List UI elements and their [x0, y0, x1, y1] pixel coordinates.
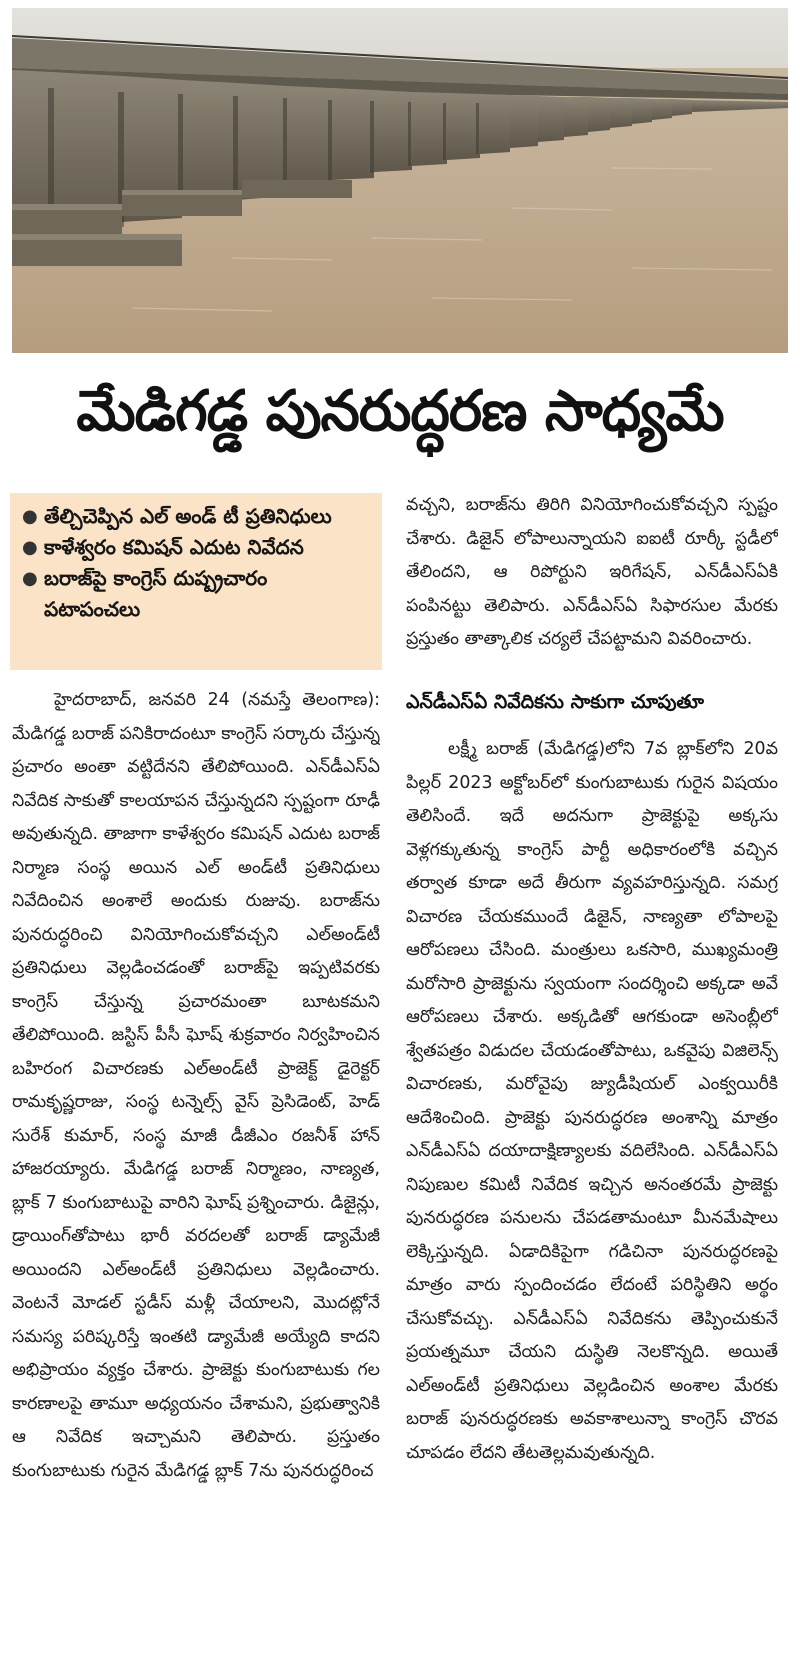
bullet-icon: ●	[22, 537, 38, 558]
bullet-icon: ●	[22, 506, 38, 527]
section-subheading: ఎన్‌డీఎస్‌ఏ నివేదికను సాకుగా చూపుతూ	[406, 691, 704, 713]
body-paragraph: హైదరాబాద్‌, జనవరి 24 (నమస్తే తెలంగాణ): మేడిగడ్డ బరాజ్‌ పనికిరాదంటూ కాంగ్రెస్‌ సర్కారు చేస్తున్న ప్రచారం అంతా వట్టిదేనని తేలిపోయింది. ఎన్‌డీఎస్‌ఏ నివేదిక సాకుతో కాలయాపన చేస్తున్నదని స్పష్టంగా రూఢీ అవుతున్నది. తాజాగా కాళేశ్వరం కమిషన్‌ ఎదుట బరాజ్‌ నిర్మాణ సంస్థ అయిన ఎల్‌ అండ్‌టీ ప్రతినిధులు నివేదించిన అంశాలే అందుకు రుజువు. బరాజ్‌ను పునరుద్ధరించి వినియోగించుకోవచ్చని ఎల్‌అండ్‌టీ ప్రతినిధులు వెల్లడించడంతో బరాజ్‌పై ఇప్పటివరకు కాంగ్రెస్‌ చేస్తున్న ప్రచారమంతా బూటకమని తేలిపోయింది. జస్టిస్‌ పీసీ ఘోష్‌ శుక్రవారం నిర్వహించిన బహిరంగ విచారణకు ఎల్‌అండ్‌టీ ప్రాజెక్ట్‌ డైరెక్టర్‌ రామకృష్ణరాజు, సంస్థ టన్నెల్స్‌ వైస్‌ ప్రెసిడెంట్‌, హెడ్‌ సురేశ్‌ కుమార్‌, సంస్థ మాజీ డీజీఎం రజనీశ్‌ హాన్‌ హాజరయ్యారు. మేడిగడ్డ బరాజ్‌ నిర్మాణం, నాణ్యత, బ్లాక్‌ 7 కుంగుబాటుపై వారిని ఘోష్‌ ప్రశ్నించారు. డిజైన్లు, డ్రాయింగ్‌తోపాటు భారీ వరదలతో బరాజ్‌ డ్యామేజీ అయిందని ఎల్‌అండ్‌టీ ప్రతినిధులు వెల్లడించారు. వెంటనే మోడల్‌ స్టడీస్‌ మళ్లీ చేయాలని, మొదట్లోనే సమస్య పరిష్కరిస్తే ఇంతటి డ్యామేజీ అయ్యేది కాదని అభిప్రాయం వ్యక్తం చేశారు. ప్రాజెక్టు కుంగుబాటుకు గల కారణాలపై తామూ అధ్యయనం చేశామని, ప్రభుత్వానికి ఆ నివేదిక ఇచ్చామని తెలిపారు. ప్రస్తుతం కుంగుబాటుకు గురైన మేడిగడ్డ బ్లాక్‌ 7ను పునరుద్ధరించ	[12, 690, 380, 1481]
highlights-box	[10, 493, 382, 670]
highlight-item: ● కాళేశ్వరం కమిషన్‌ ఎదుట నివేదన	[22, 532, 370, 563]
body-column-left	[12, 684, 380, 1669]
barrage-photo	[12, 8, 788, 353]
highlight-item: ● తేల్చిచెప్పిన ఎల్‌ అండ్‌ టీ ప్రతినిధులు	[22, 501, 370, 532]
bullet-icon: ●	[22, 568, 38, 589]
body-column-right-top	[406, 489, 778, 671]
body-paragraph: లక్ష్మీ బరాజ్‌ (మేడిగడ్డ)లోని 7వ బ్లాక్‌లోని 20వ పిల్లర్‌ 2023 అక్టోబర్‌లో కుంగుబాటుకు గురైన విషయం తెలిసిందే. ఇదే అదనుగా ప్రాజెక్టుపై అక్కసు వెళ్లగక్కుతున్న కాంగ్రెస్‌ పార్టీ అధికారంలోకి వచ్చిన తర్వాత కూడా అదే తీరుగా వ్యవహరిస్తున్నది. సమగ్ర విచారణ చేయకముందే డిజైన్‌, నాణ్యతా లోపాలపై ఆరోపణలు చేసింది. మంత్రులు ఒకసారి, ముఖ్యమంత్రి మరోసారి ప్రాజెక్టును స్వయంగా సందర్శించి అక్కడా అవే ఆరోపణలు చేశారు. అక్కడితో ఆగకుండా అసెంబ్లీలో శ్వేతపత్రం విడుదల చేయడంతోపాటు, ఒకవైపు విజిలెన్స్‌ విచారణకు, మరోవైపు జ్యుడీషియల్‌ ఎంక్వయిరీకి ఆదేశించింది. ప్రాజెక్టు పునరుద్ధరణ అంశాన్ని మాత్రం ఎన్‌డీఎస్‌ఏ దయాదాక్షిణ్యాలకు వదిలేసింది. ఎన్‌డీఎస్‌ఏ నిపుణుల కమిటీ నివేదిక ఇచ్చిన అనంతరమే ప్రాజెక్టు పునరుద్ధరణ పనులను చేపడతామంటూ మీనమేషాలు లెక్కిస్తున్నది. ఏడాదికిపైగా గడిచినా పునరుద్ధరణపై మాత్రం వారు స్పందించడం లేదంటే పరిస్థితిని అర్థం చేసుకోవచ్చు. ఎన్‌డీఎస్‌ఏ నివేదికను తెప్పించుకునే ప్రయత్నమూ చేయని దుస్థితి నెలకొన్నది. అయితే ఎల్‌అండ్‌టీ ప్రతినిధులు వెల్లడించిన అంశాల మేరకు బరాజ్‌ పునరుద్ధరణకు అవకాశాలున్నా కాంగ్రెస్‌ చొరవ చూపడం లేదని తేటతెల్లమవుతున్నది.	[406, 739, 778, 1463]
article-headline: మేడిగడ్డ పునరుద్ధరణ సాధ్యమే	[76, 379, 724, 444]
highlight-item: ● బరాజ్‌పై కాంగ్రెస్‌ దుష్ప్రచారం పటాపంచలు	[22, 563, 370, 625]
body-column-right-bottom	[406, 733, 778, 1671]
body-paragraph: వచ్చని, బరాజ్‌ను తిరిగి వినియోగించుకోవచ్చని స్పష్టం చేశారు. డిజైన్‌ లోపాలున్నాయని ఐఐటీ రూర్కీ స్టడీలో తేలిందని, ఆ రిపోర్టుని ఇరిగేషన్‌, ఎన్‌డీఎస్‌ఏకి పంపినట్టు తెలిపారు. ఎన్‌డీఎస్‌ఏ సిఫారసుల మేరకు ప్రస్తుతం తాత్కాలిక చర్యలే చేపట్టామని వివరించారు.	[406, 495, 778, 649]
